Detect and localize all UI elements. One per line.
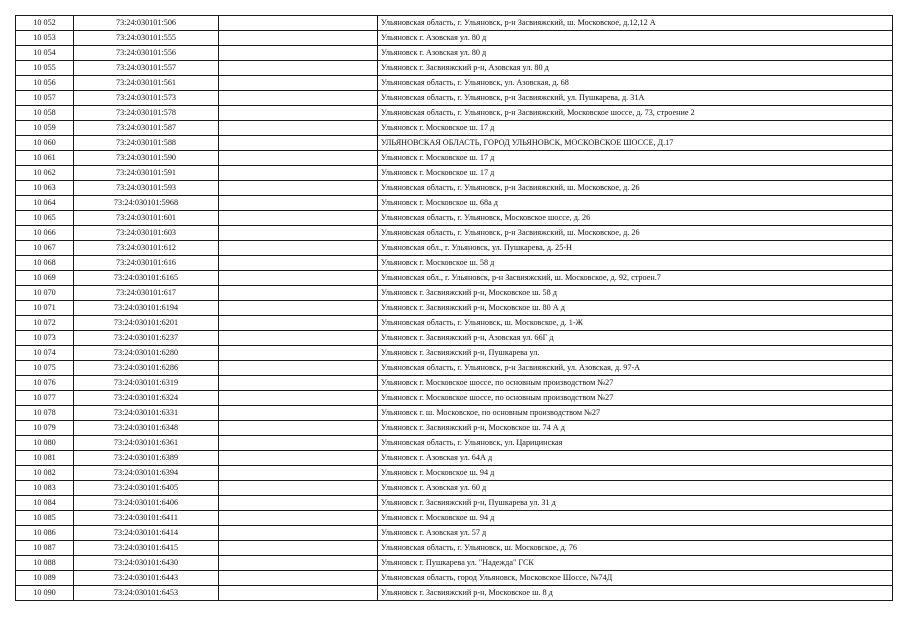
table-row (16, 16, 893, 31)
empty-cell (219, 511, 378, 526)
row-number: 10 089 (16, 571, 74, 586)
row-number: 10 060 (16, 136, 74, 151)
cadastral-number: 73:24:030101:6165 (74, 271, 219, 286)
table-row (16, 571, 893, 586)
address: Ульяновск г. Засвияжский р-н, Азовская ул. 80 д (378, 61, 893, 76)
cadastral-number: 73:24:030101:588 (74, 136, 219, 151)
row-number: 10 088 (16, 556, 74, 571)
row-number: 10 064 (16, 196, 74, 211)
cadastral-number: 73:24:030101:6194 (74, 301, 219, 316)
table-row (16, 496, 893, 511)
table-row (16, 436, 893, 451)
address: УЛЬЯНОВСКАЯ ОБЛАСТЬ, ГОРОД УЛЬЯНОВСК, МОСКОВСКОЕ ШОССЕ, Д.17 (378, 136, 893, 151)
cadastral-number: 73:24:030101:6324 (74, 391, 219, 406)
row-number: 10 054 (16, 46, 74, 61)
table-body (16, 16, 893, 601)
empty-cell (219, 106, 378, 121)
row-number: 10 090 (16, 586, 74, 601)
table-row (16, 46, 893, 61)
table-row (16, 541, 893, 556)
table-row (16, 421, 893, 436)
empty-cell (219, 256, 378, 271)
table-row (16, 91, 893, 106)
row-number: 10 071 (16, 301, 74, 316)
table-row (16, 466, 893, 481)
row-number: 10 052 (16, 16, 74, 31)
row-number: 10 058 (16, 106, 74, 121)
row-number: 10 055 (16, 61, 74, 76)
address: Ульяновск г. Московское шоссе, по основным производством №27 (378, 391, 893, 406)
table-row (16, 286, 893, 301)
address: Ульяновск г. Засвияжский р-н, Азовская ул. 66Г д (378, 331, 893, 346)
empty-cell (219, 556, 378, 571)
address: Ульяновская область, г. Ульяновск, р-н Засвияжский, ш. Московское, д.12,12 А (378, 16, 893, 31)
table-row (16, 391, 893, 406)
cadastral-number: 73:24:030101:603 (74, 226, 219, 241)
row-number: 10 083 (16, 481, 74, 496)
table-row (16, 136, 893, 151)
empty-cell (219, 241, 378, 256)
table-row (16, 526, 893, 541)
row-number: 10 067 (16, 241, 74, 256)
row-number: 10 086 (16, 526, 74, 541)
cadastral-number: 73:24:030101:6405 (74, 481, 219, 496)
empty-cell (219, 136, 378, 151)
empty-cell (219, 451, 378, 466)
cadastral-number: 73:24:030101:6443 (74, 571, 219, 586)
row-number: 10 084 (16, 496, 74, 511)
empty-cell (219, 346, 378, 361)
row-number: 10 056 (16, 76, 74, 91)
address: Ульяновск г. Засвияжский р-н, Московское ш. 8 д (378, 586, 893, 601)
address: Ульяновская область, г. Ульяновск, р-н Засвияжский, Московское шоссе, д. 73, строение 2 (378, 106, 893, 121)
address: Ульяновск г. Азовская ул. 57 д (378, 526, 893, 541)
cadastral-number: 73:24:030101:6286 (74, 361, 219, 376)
address: Ульяновская область, город Ульяновск, Московское Шоссе, №74Д (378, 571, 893, 586)
table-row (16, 226, 893, 241)
empty-cell (219, 316, 378, 331)
row-number: 10 082 (16, 466, 74, 481)
row-number: 10 069 (16, 271, 74, 286)
empty-cell (219, 46, 378, 61)
table-row (16, 451, 893, 466)
table-row (16, 556, 893, 571)
cadastral-number: 73:24:030101:6280 (74, 346, 219, 361)
address: Ульяновск г. Засвияжский р-н, Пушкарева ул. 31 д (378, 496, 893, 511)
empty-cell (219, 16, 378, 31)
table-row (16, 331, 893, 346)
row-number: 10 053 (16, 31, 74, 46)
table-row (16, 361, 893, 376)
empty-cell (219, 91, 378, 106)
empty-cell (219, 541, 378, 556)
empty-cell (219, 181, 378, 196)
empty-cell (219, 76, 378, 91)
cadastral-table (15, 15, 893, 601)
address: Ульяновская область, г. Ульяновск, ул. Царицинская (378, 436, 893, 451)
cadastral-number: 73:24:030101:6201 (74, 316, 219, 331)
empty-cell (219, 496, 378, 511)
address: Ульяновская область, г. Ульяновск, ш. Московское, д. 76 (378, 541, 893, 556)
cadastral-number: 73:24:030101:593 (74, 181, 219, 196)
address: Ульяновская область, г. Ульяновск, р-н Засвияжский, ш. Московское, д. 26 (378, 181, 893, 196)
cadastral-number: 73:24:030101:6389 (74, 451, 219, 466)
row-number: 10 075 (16, 361, 74, 376)
row-number: 10 063 (16, 181, 74, 196)
table-row (16, 196, 893, 211)
empty-cell (219, 166, 378, 181)
row-number: 10 062 (16, 166, 74, 181)
table-row (16, 31, 893, 46)
address: Ульяновск г. Московское ш. 58 д (378, 256, 893, 271)
cadastral-number: 73:24:030101:612 (74, 241, 219, 256)
row-number: 10 059 (16, 121, 74, 136)
cadastral-number: 73:24:030101:6453 (74, 586, 219, 601)
address: Ульяновская область, г. Ульяновск, Московское шоссе, д. 26 (378, 211, 893, 226)
row-number: 10 073 (16, 331, 74, 346)
cadastral-number: 73:24:030101:561 (74, 76, 219, 91)
cadastral-number: 73:24:030101:6411 (74, 511, 219, 526)
address: Ульяновская область, г. Ульяновск, ул. Азовская, д. 68 (378, 76, 893, 91)
address: Ульяновск г. Засвияжский р-н, Московское ш. 58 д (378, 286, 893, 301)
table-row (16, 346, 893, 361)
address: Ульяновская область, г. Ульяновск, р-н Засвияжский, ул. Азовская, д. 97-А (378, 361, 893, 376)
cadastral-number: 73:24:030101:573 (74, 91, 219, 106)
address: Ульяновск г. ш. Московское, по основным производством №27 (378, 406, 893, 421)
empty-cell (219, 421, 378, 436)
address: Ульяновская область, г. Ульяновск, ш. Московское, д. 1-Ж (378, 316, 893, 331)
empty-cell (219, 466, 378, 481)
cadastral-number: 73:24:030101:6406 (74, 496, 219, 511)
table-row (16, 316, 893, 331)
address: Ульяновск г. Московское ш. 94 д (378, 466, 893, 481)
address: Ульяновск г. Московское ш. 68а д (378, 196, 893, 211)
table-row (16, 76, 893, 91)
address: Ульяновск г. Московское шоссе, по основным производством №27 (378, 376, 893, 391)
row-number: 10 078 (16, 406, 74, 421)
empty-cell (219, 406, 378, 421)
cadastral-number: 73:24:030101:555 (74, 31, 219, 46)
table-row (16, 586, 893, 601)
address: Ульяновск г. Московское ш. 17 д (378, 121, 893, 136)
empty-cell (219, 331, 378, 346)
address: Ульяновск г. Засвияжский р-н, Московское ш. 80 А д (378, 301, 893, 316)
table-row (16, 211, 893, 226)
address: Ульяновская обл., г. Ульяновск, ул. Пушкарева, д. 25-Н (378, 241, 893, 256)
cadastral-number: 73:24:030101:601 (74, 211, 219, 226)
table-row (16, 106, 893, 121)
table-row (16, 301, 893, 316)
empty-cell (219, 376, 378, 391)
cadastral-number: 73:24:030101:6331 (74, 406, 219, 421)
empty-cell (219, 301, 378, 316)
row-number: 10 077 (16, 391, 74, 406)
row-number: 10 068 (16, 256, 74, 271)
cadastral-number: 73:24:030101:6430 (74, 556, 219, 571)
cadastral-number: 73:24:030101:617 (74, 286, 219, 301)
table-row (16, 241, 893, 256)
row-number: 10 080 (16, 436, 74, 451)
address: Ульяновск г. Московское ш. 94 д (378, 511, 893, 526)
address: Ульяновск г. Засвияжский р-н, Пушкарева ул. (378, 346, 893, 361)
address: Ульяновск г. Московское ш. 17 д (378, 166, 893, 181)
empty-cell (219, 61, 378, 76)
empty-cell (219, 586, 378, 601)
document-page (15, 15, 892, 601)
address: Ульяновская обл., г. Ульяновск, р-н Засвияжский, ш. Московское, д. 92, строен.7 (378, 271, 893, 286)
address: Ульяновск г. Азовская ул. 80 д (378, 31, 893, 46)
empty-cell (219, 436, 378, 451)
empty-cell (219, 361, 378, 376)
empty-cell (219, 196, 378, 211)
row-number: 10 081 (16, 451, 74, 466)
empty-cell (219, 121, 378, 136)
row-number: 10 079 (16, 421, 74, 436)
row-number: 10 070 (16, 286, 74, 301)
empty-cell (219, 31, 378, 46)
address: Ульяновская область, г. Ульяновск, р-н Засвияжский, ш. Московское, д. 26 (378, 226, 893, 241)
row-number: 10 087 (16, 541, 74, 556)
cadastral-number: 73:24:030101:591 (74, 166, 219, 181)
cadastral-number: 73:24:030101:6348 (74, 421, 219, 436)
address: Ульяновск г. Азовская ул. 64А д (378, 451, 893, 466)
address: Ульяновск г. Азовская ул. 80 д (378, 46, 893, 61)
cadastral-number: 73:24:030101:6414 (74, 526, 219, 541)
empty-cell (219, 391, 378, 406)
row-number: 10 085 (16, 511, 74, 526)
table-row (16, 256, 893, 271)
cadastral-number: 73:24:030101:6394 (74, 466, 219, 481)
table-row (16, 166, 893, 181)
row-number: 10 074 (16, 346, 74, 361)
table-row (16, 181, 893, 196)
cadastral-number: 73:24:030101:616 (74, 256, 219, 271)
row-number: 10 066 (16, 226, 74, 241)
empty-cell (219, 211, 378, 226)
row-number: 10 076 (16, 376, 74, 391)
row-number: 10 072 (16, 316, 74, 331)
table-row (16, 151, 893, 166)
empty-cell (219, 151, 378, 166)
empty-cell (219, 286, 378, 301)
address: Ульяновск г. Пушкарева ул. "Надежда" ГСК (378, 556, 893, 571)
row-number: 10 065 (16, 211, 74, 226)
cadastral-number: 73:24:030101:6237 (74, 331, 219, 346)
address: Ульяновск г. Московское ш. 17 д (378, 151, 893, 166)
cadastral-number: 73:24:030101:6415 (74, 541, 219, 556)
empty-cell (219, 526, 378, 541)
cadastral-number: 73:24:030101:590 (74, 151, 219, 166)
cadastral-number: 73:24:030101:556 (74, 46, 219, 61)
cadastral-number: 73:24:030101:506 (74, 16, 219, 31)
empty-cell (219, 226, 378, 241)
empty-cell (219, 571, 378, 586)
table-row (16, 61, 893, 76)
cadastral-number: 73:24:030101:557 (74, 61, 219, 76)
row-number: 10 061 (16, 151, 74, 166)
table-row (16, 376, 893, 391)
table-row (16, 511, 893, 526)
address: Ульяновская область, г. Ульяновск, р-н Засвияжский, ул. Пушкарева, д. 31А (378, 91, 893, 106)
table-row (16, 271, 893, 286)
row-number: 10 057 (16, 91, 74, 106)
cadastral-number: 73:24:030101:5968 (74, 196, 219, 211)
table-row (16, 481, 893, 496)
table-row (16, 406, 893, 421)
cadastral-number: 73:24:030101:6361 (74, 436, 219, 451)
address: Ульяновск г. Засвияжский р-н, Московское ш. 74 А д (378, 421, 893, 436)
cadastral-number: 73:24:030101:6319 (74, 376, 219, 391)
address: Ульяновск г. Азовская ул. 60 д (378, 481, 893, 496)
cadastral-number: 73:24:030101:587 (74, 121, 219, 136)
table-row (16, 121, 893, 136)
empty-cell (219, 271, 378, 286)
empty-cell (219, 481, 378, 496)
cadastral-number: 73:24:030101:578 (74, 106, 219, 121)
